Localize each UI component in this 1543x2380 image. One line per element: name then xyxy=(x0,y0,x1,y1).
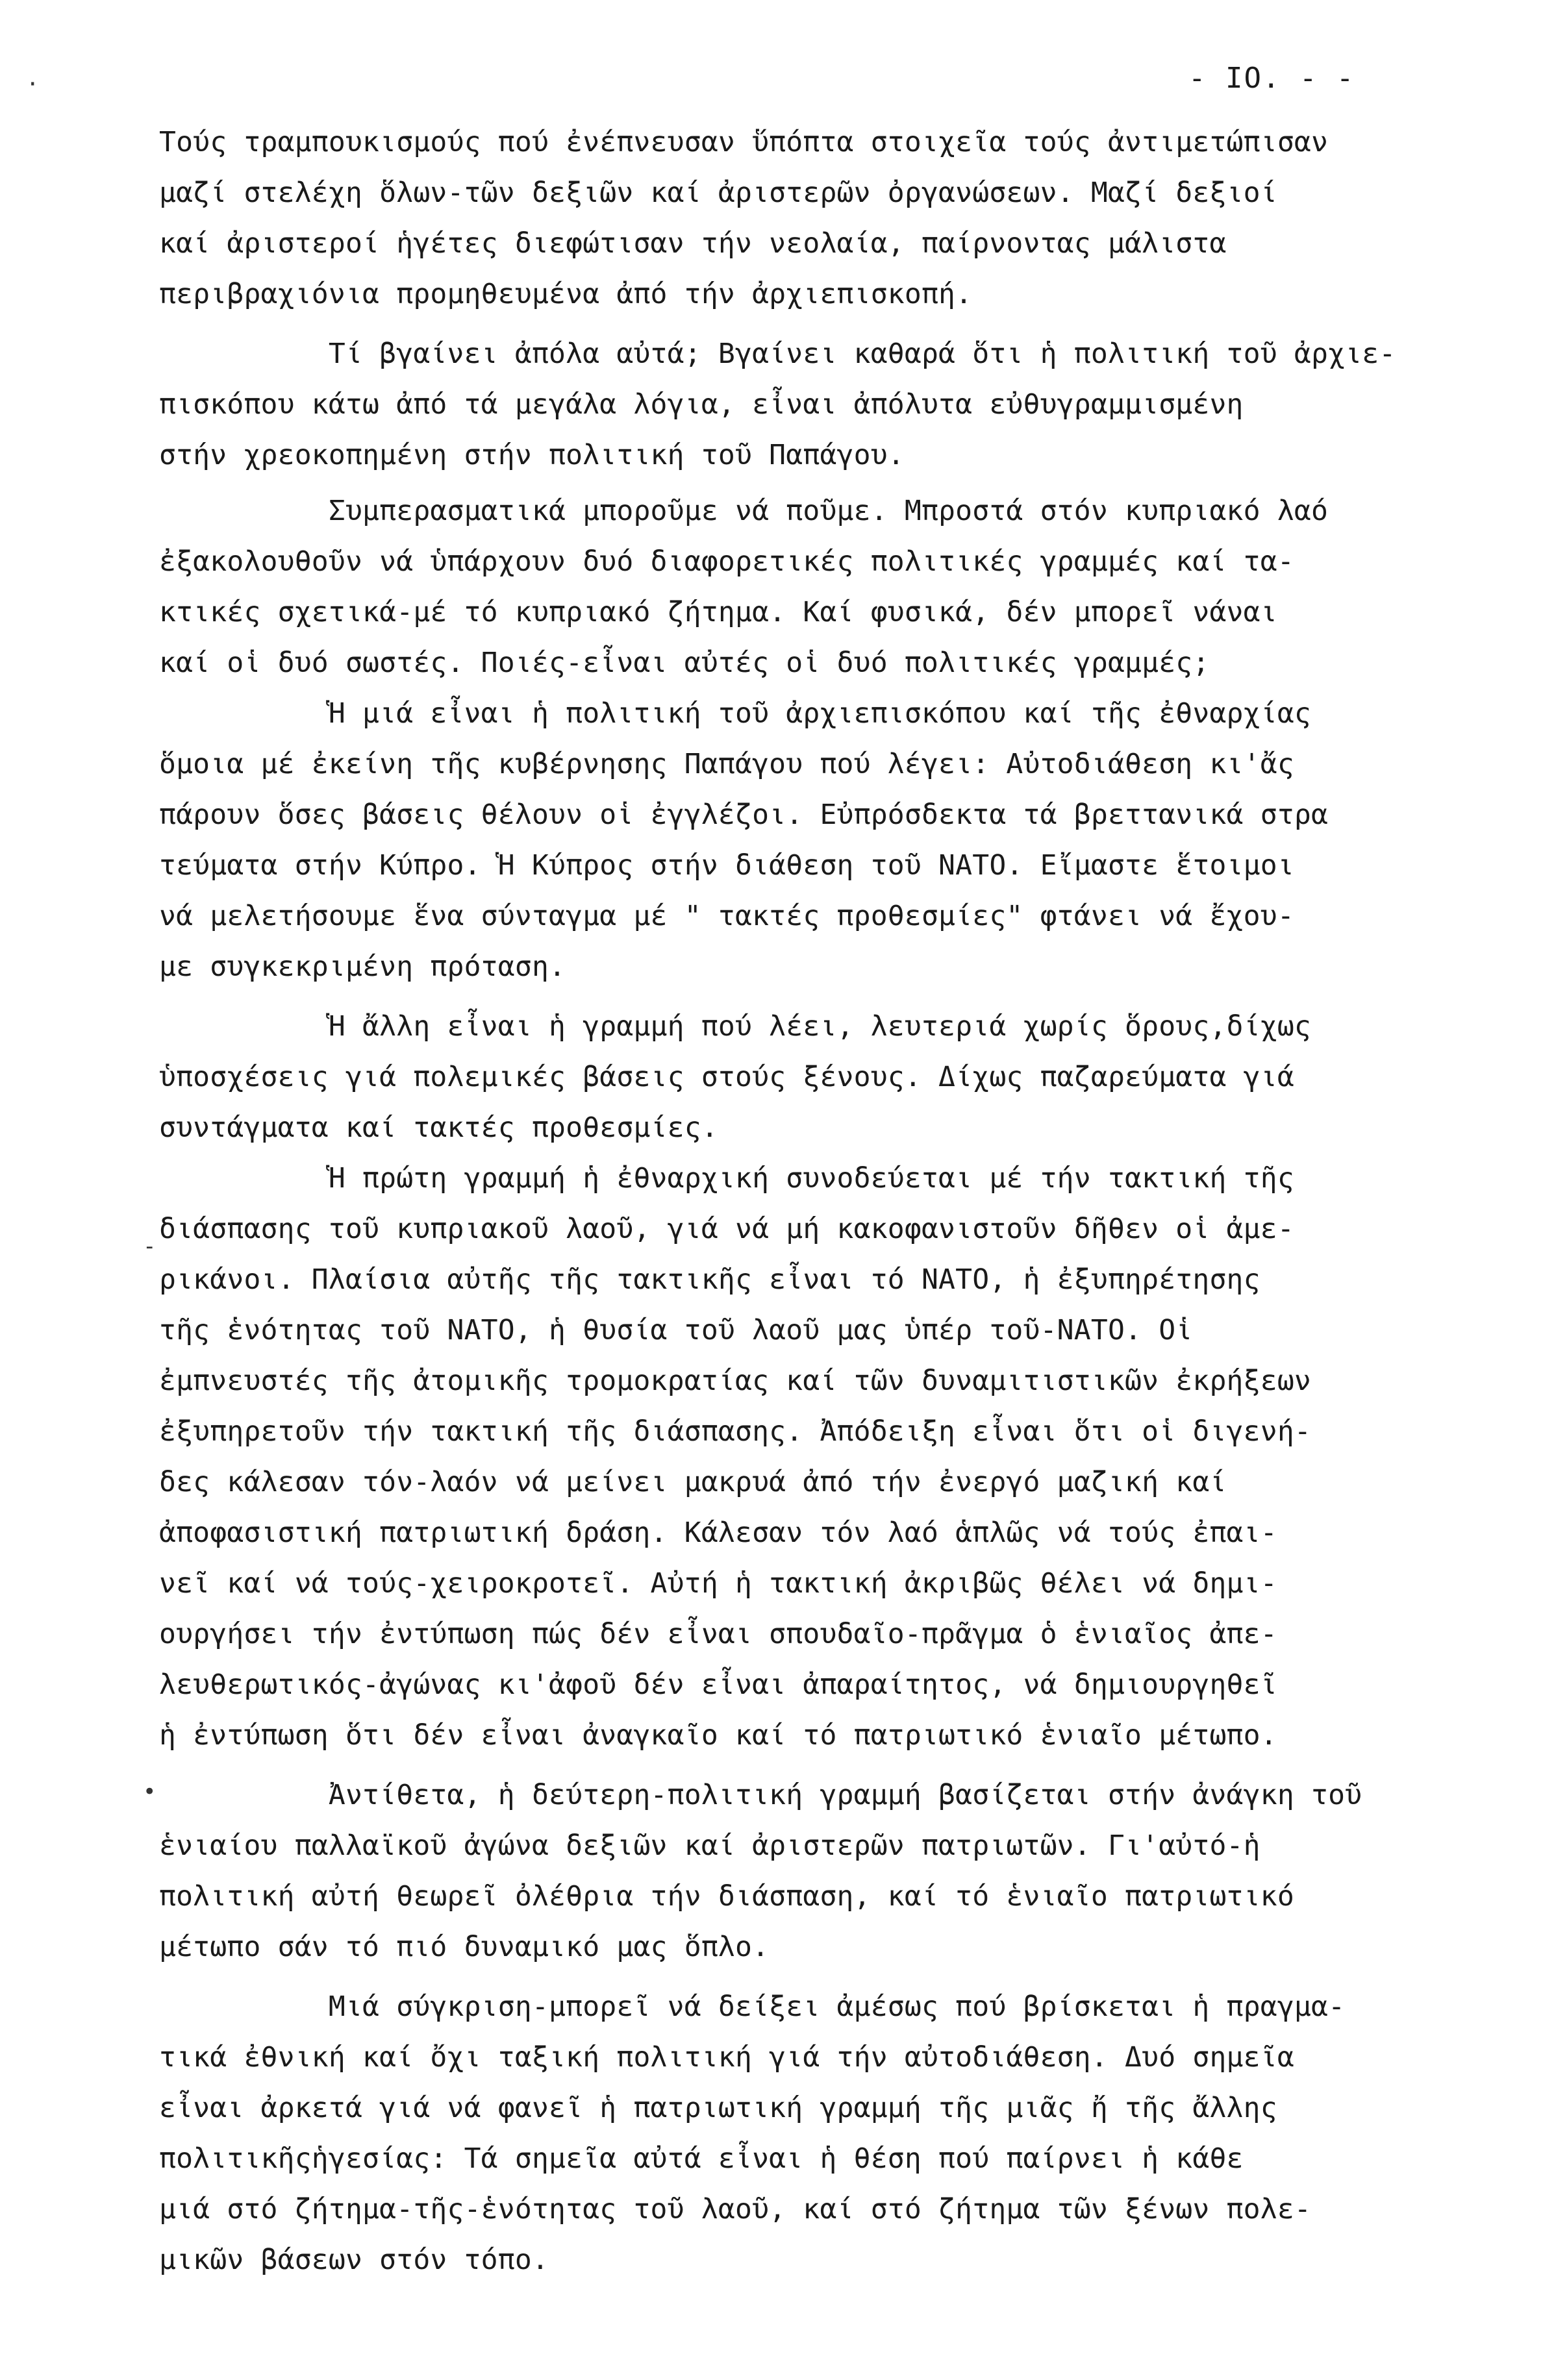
text-line: Συμπερασματικά μποροῦμε νά ποῦμε. Μπροστά στόν κυπριακό λαό xyxy=(159,495,1329,527)
text-line: μιά στό ζήτημα-τῆς-ἑνότητας τοῦ λαοῦ, καί στό ζήτημα τῶν ξένων πολε- xyxy=(159,2193,1311,2225)
text-line: πάρουν ὅσες βάσεις θέλουν οἱ ἐγγλέζοι. Εὐπρόσδεκτα τά βρεττανικά στρα xyxy=(159,799,1329,831)
text-line: Τούς τραμπουκισμούς πού ἐνέπνευσαν ὕπόπτα στοιχεῖα τούς ἀντιμετώπισαν xyxy=(159,126,1329,158)
text-line: τῆς ἑνότητας τοῦ ΝΑΤΟ, ἡ θυσία τοῦ λαοῦ μας ὑπέρ τοῦ-ΝΑΤΟ. Οἱ xyxy=(159,1314,1193,1346)
text-line: τεύματα στήν Κύπρο. Ἡ Κύπρος στήν διάθεση τοῦ ΝΑΤΟ. Εἴμαστε ἕτοιμοι xyxy=(159,849,1294,882)
text-line: εἶναι ἀρκετά γιά νά φανεῖ ἡ πατριωτική γραμμή τῆς μιᾶς ἤ τῆς ἄλλης xyxy=(159,2092,1277,2124)
text-line: κτικές σχετικά-μέ τό κυπριακό ζήτημα. Καί φυσικά, δέν μπορεῖ νάναι xyxy=(159,596,1277,628)
text-line: ἡ ἐντύπωση ὅτι δέν εἶναι ἀναγκαῖο καί τό πατριωτικό ἑνιαῖο μέτωπο. xyxy=(159,1719,1277,1752)
text-line: στήν χρεοκοπημένη στήν πολιτική τοῦ Παπάγου. xyxy=(159,439,905,471)
text-line: Ἡ ἄλλη εἶναι ἡ γραμμή πού λέει, λευτεριά χωρίς ὅρους,δίχως xyxy=(159,1010,1311,1043)
text-line: πισκόπου κάτω ἀπό τά μεγάλα λόγια, εἶναι ἀπόλυτα εὐθυγραμμισμένη xyxy=(159,388,1244,421)
text-line: καί ἀριστεροί ἡγέτες διεφώτισαν τήν νεολαία, παίρνοντας μάλιστα xyxy=(159,227,1227,260)
text-line: πολιτική αὐτή θεωρεῖ ὀλέθρια τήν διάσπαση, καί τό ἑνιαῖο πατριωτικό xyxy=(159,1880,1294,1913)
text-line: Ἀντίθετα, ἡ δεύτερη-πολιτική γραμμή βασίζεται στήν ἀνάγκη τοῦ xyxy=(159,1779,1362,1811)
text-line: τικά ἐθνική καί ὄχι ταξική πολιτική γιά τήν αὐτοδιάθεση. Δυό σημεῖα xyxy=(159,2041,1294,2074)
text-line: ἐξακολουθοῦν νά ὑπάρχουν δυό διαφορετικές πολιτικές γραμμές καί τα- xyxy=(159,545,1294,578)
text-line: Ἡ μιά εἶναι ἡ πολιτική τοῦ ἀρχιεπισκόπου καί τῆς ἐθναρχίας xyxy=(159,697,1311,730)
text-line: ἀποφασιστική πατριωτική δράση. Κάλεσαν τόν λαό ἁπλῶς νά τούς ἐπαι- xyxy=(159,1517,1277,1549)
text-line: λευθερωτικός-ἀγώνας κι'ἀφοῦ δέν εἶναι ἀπαραίτητος, νά δημιουργηθεῖ xyxy=(159,1668,1277,1701)
text-line: με συγκεκριμένη πρόταση. xyxy=(159,950,566,983)
text-line: ὑποσχέσεις γιά πολεμικές βάσεις στούς ξένους. Δίχως παζαρεύματα γιά xyxy=(159,1061,1294,1093)
margin-tick-mark: · xyxy=(26,71,40,97)
margin-bullet-mark: • xyxy=(143,1779,157,1805)
body-text xyxy=(159,117,1529,2285)
text-line: ρικάνοι. Πλαίσια αὐτῆς τῆς τακτικῆς εἶναι τό ΝΑΤΟ, ἡ ἐξυπηρέτησης xyxy=(159,1263,1261,1296)
text-line: Ἡ πρώτη γραμμή ἡ ἐθναρχική συνοδεύεται μέ τήν τακτική τῆς xyxy=(159,1162,1294,1195)
text-line: ἑνιαίου παλλαϊκοῦ ἀγώνα δεξιῶν καί ἀριστερῶν πατριωτῶν. Γι'αὐτό-ἡ xyxy=(159,1829,1261,1862)
text-line: πολιτικῆςἡγεσίας: Τά σημεῖα αὐτά εἶναι ἡ θέση πού παίρνει ἡ κάθε xyxy=(159,2142,1244,2175)
text-line: μαζί στελέχη ὅλων-τῶν δεξιῶν καί ἀριστερῶν ὀργανώσεων. Μαζί δεξιοί xyxy=(159,177,1277,209)
text-line: ὅμοια μέ ἐκείνη τῆς κυβέρνησης Παπάγου πού λέγει: Αὐτοδιάθεση κι'ἄς xyxy=(159,748,1294,780)
margin-tick-mark: - xyxy=(143,1233,157,1259)
text-line: ἐμπνευστές τῆς ἀτομικῆς τρομοκρατίας καί τῶν δυναμιτιστικῶν ἐκρήξεων xyxy=(159,1365,1311,1397)
text-line: νά μελετήσουμε ἕνα σύνταγμα μέ " τακτές προθεσμίες" φτάνει νά ἔχου- xyxy=(159,900,1294,932)
text-line: μέτωπο σάν τό πιό δυναμικό μας ὅπλο. xyxy=(159,1931,770,1963)
text-line: μικῶν βάσεων στόν τόπο. xyxy=(159,2244,549,2276)
text-line: δες κάλεσαν τόν-λαόν νά μείνει μακρυά ἀπό τήν ἐνεργό μαζική καί xyxy=(159,1466,1227,1498)
text-line: Τί βγαίνει ἀπόλα αὐτά; Βγαίνει καθαρά ὅτι ἡ πολιτική τοῦ ἀρχιε- xyxy=(159,338,1396,370)
text-line: περιβραχιόνια προμηθευμένα ἀπό τήν ἀρχιεπισκοπή. xyxy=(159,278,973,310)
page-number: - IO. - - xyxy=(1188,62,1355,95)
text-line: ουργήσει τήν ἐντύπωση πώς δέν εἶναι σπουδαῖο-πρᾶγμα ὁ ἑνιαῖος ἀπε- xyxy=(159,1618,1277,1650)
text-line: Μιά σύγκριση-μπορεῖ νά δείξει ἀμέσως πού βρίσκεται ἡ πραγμα- xyxy=(159,1990,1346,2023)
text-line: νεῖ καί νά τούς-χειροκροτεῖ. Αὐτή ἡ τακτική ἀκριβῶς θέλει νά δημι- xyxy=(159,1567,1277,1600)
text-line: συντάγματα καί τακτές προθεσμίες. xyxy=(159,1111,718,1144)
text-line: ἐξυπηρετοῦν τήν τακτική τῆς διάσπασης. Ἀπόδειξη εἶναι ὅτι οἱ διγενή- xyxy=(159,1415,1311,1448)
text-line: διάσπασης τοῦ κυπριακοῦ λαοῦ, γιά νά μή κακοφανιστοῦν δῆθεν οἱ ἀμε- xyxy=(159,1213,1294,1245)
text-line: καί οἱ δυό σωστές. Ποιές-εἶναι αὐτές οἱ δυό πολιτικές γραμμές; xyxy=(159,647,1210,679)
